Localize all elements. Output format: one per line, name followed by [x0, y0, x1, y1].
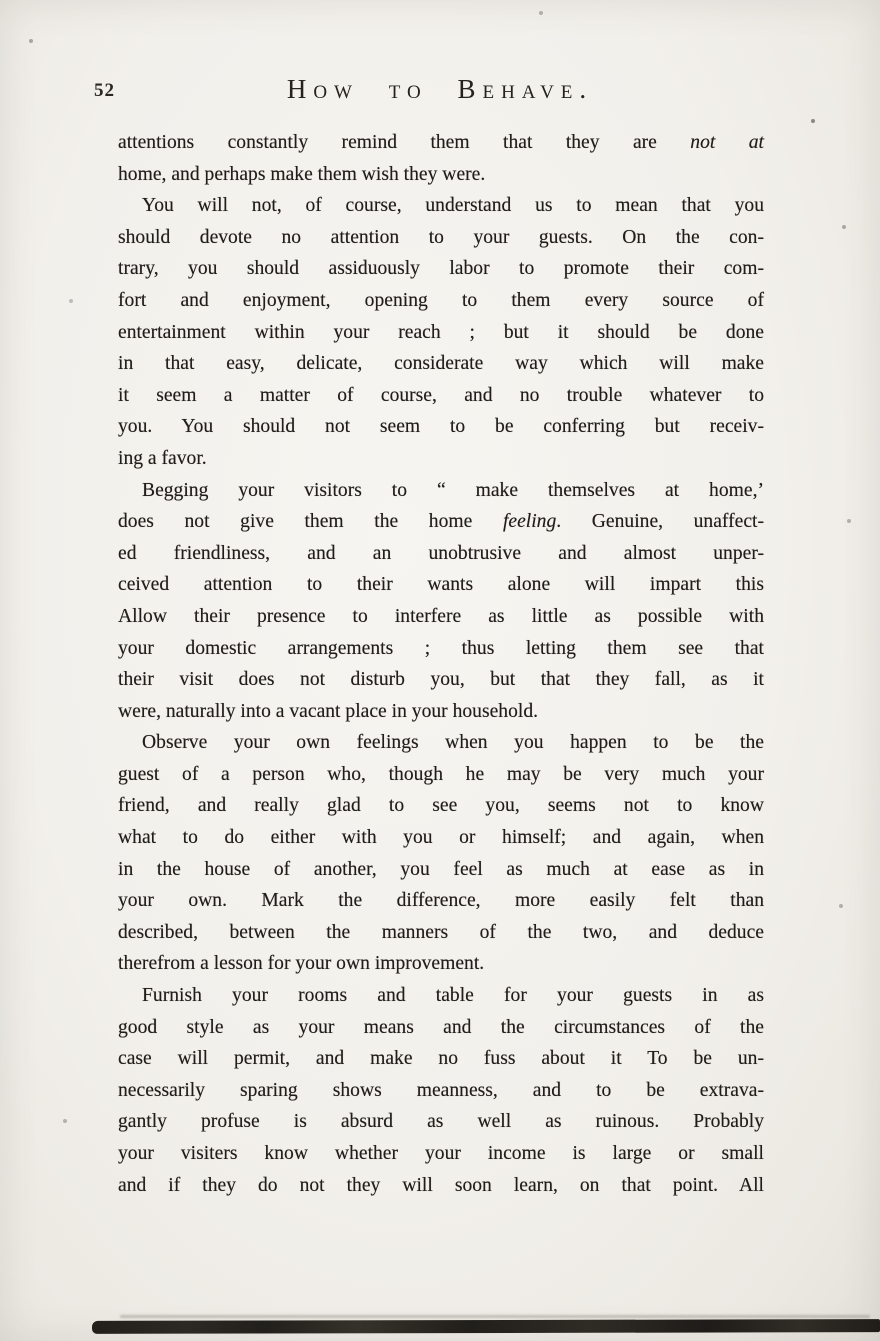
text-line: you. You should not seem to be conferring but receiv- [118, 416, 764, 438]
text-line: ceived attention to their wants alone will impart this [118, 574, 764, 596]
running-title: How to Behave. [286, 74, 594, 104]
text-line: your own. Mark the difference, more easily felt than [118, 890, 764, 912]
page-number: 52 [94, 80, 115, 101]
text-line: in the house of another, you feel as much at ease as in [118, 858, 764, 880]
text-line: friend, and really glad to see you, seems not to know [118, 795, 764, 817]
text-block [118, 127, 764, 1201]
text-line: does not give them the home feeling. Genuine, unaffect- [118, 511, 764, 533]
text-line: ed friendliness, and an unobtrusive and almost unper- [118, 542, 764, 564]
page-header [94, 74, 762, 108]
text-line: Observe your own feelings when you happen to be the [142, 732, 764, 754]
text-line: it seem a matter of course, and no trouble whatever to [118, 384, 764, 406]
text-line: Allow their presence to interfere as little as possible with [118, 605, 764, 627]
text-line: were, naturally into a vacant place in your household. [118, 700, 539, 722]
text-line: fort and enjoyment, opening to them every source of [118, 289, 764, 311]
text-line: entertainment within your reach ; but it should be done [118, 321, 764, 343]
text-line: case will permit, and make no fuss about it To be un- [118, 1048, 764, 1070]
text-line: home, and perhaps make them wish they were. [118, 163, 486, 185]
text-line: attentions constantly remind them that they are not at [118, 132, 764, 153]
text-line: what to do either with you or himself; and again, when [118, 827, 764, 849]
text-line: in that easy, delicate, considerate way which will make [118, 353, 764, 375]
text-line: should devote no attention to your guests. On the con- [118, 226, 764, 248]
text-line: Furnish your rooms and table for your guests in as [142, 985, 764, 1007]
text-line: You will not, of course, understand us to mean that you [142, 195, 764, 217]
text-line: your visiters know whether your income is large or small [118, 1143, 764, 1164]
text-line: your domestic arrangements ; thus letting them see that [118, 637, 764, 659]
text-line: trary, you should assiduously labor to promote their com- [118, 258, 764, 280]
scan-specks [0, 0, 2, 2]
text-line: therefrom a lesson for your own improvement. [118, 953, 485, 975]
text-line: guest of a person who, though he may be very much your [118, 763, 764, 785]
scan-artifact-shadow [120, 1315, 870, 1318]
text-line: described, between the manners of the two, and deduce [118, 921, 764, 943]
text-line: good style as your means and the circumstances of the [118, 1016, 764, 1038]
text-line: Begging your visitors to “ make themselves at home,’ [142, 479, 764, 501]
text-line: their visit does not disturb you, but that they fall, as it [118, 669, 764, 691]
scan-artifact-bar [92, 1319, 880, 1334]
text-line: necessarily sparing shows meanness, and to be extrava- [118, 1079, 764, 1101]
text-line: gantly profuse is absurd as well as ruinous. Probably [118, 1111, 764, 1133]
text-line: and if they do not they will soon learn, on that point. All [118, 1174, 764, 1196]
text-line: ing a favor. [118, 447, 207, 469]
